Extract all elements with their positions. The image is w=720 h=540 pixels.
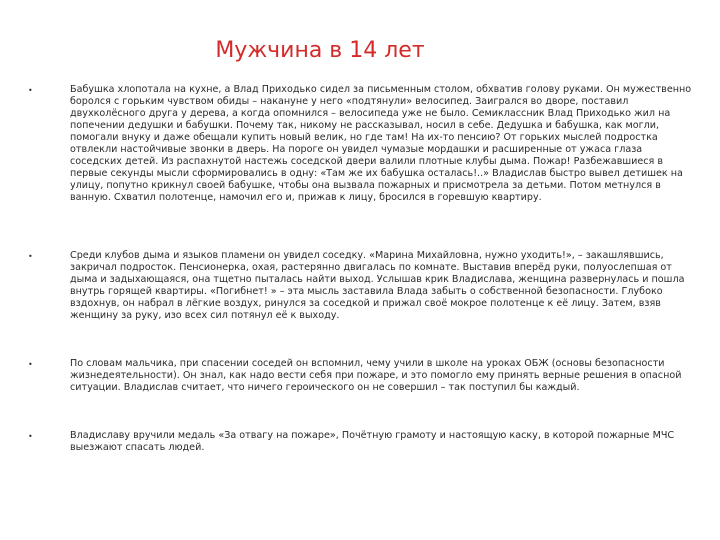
bullet-text: Владиславу вручили медаль «За отвагу на пожаре», Почётную грамоту и настоящую каску, в которой пожарные МЧС выезжают спасать людей. — [70, 430, 675, 453]
bullet-marker: • — [28, 432, 33, 441]
bullet-text: Среди клубов дыма и языков пламени он увидел соседку. «Марина Михайловна, нужно уходить!», – закашлявшись, закричал подросток. Пенсионерка, охая, растерянно двигалась по комнате. Выставив вперёд руки, полуослепшая от дыма и задыхающаяся, она тщетно пыталась найти выход. Услышав крик Владислава, женщина развернулась и пошла внутрь горящей квартиры. «Погибнет! » – эта мысль заставила Влада забыть о собственной безопасности. Глубоко вздохнув, он набрал в лёгкие воздух, ринулся за соседкой и прижал своё мокрое полотенце к её лицу. Затем, взяв женщину за руку, изо всех сил потянул её к выходу. — [70, 250, 685, 321]
bullet-item-4 — [28, 430, 696, 454]
slide-title: Мужчина в 14 лет — [215, 38, 425, 63]
bullet-text: По словам мальчика, при спасении соседей он вспомнил, чему учили в школе на уроках ОБЖ (основы безопасности жизнедеятельности). Он знал, как надо вести себя при пожаре, и это помогло ему принять верные решения в опасной ситуации. Владислав считает, что ничего героического он не совершил – так поступил бы каждый. — [70, 358, 682, 393]
bullet-marker: • — [28, 360, 33, 369]
bullet-text: Бабушка хлопотала на кухне, а Влад Приходько сидел за письменным столом, обхватив голову руками. Он мужественно боролся с горьким чувством обиды – накануне у него «подтянули» велосипед. Заигрался во дворе, поставил двухколёсного друга у дерева, а когда опомнился – велосипеда уже не было. Семиклассник Влад Приходько жил на попечении дедушки и бабушки. Почему так, никому не рассказывал, носил в себе. Дедушка и бабушка, как могли, помогали внуку и даже обещали купить новый велик, но где там! На их-то пенсию? От горьких мыслей подростка отвлекли настойчивые звонки в дверь. На пороге он увидел чумазые мордашки и расширенные от ужаса глаза соседских детей. Из распахнутой настежь соседской двери валили плотные клубы дыма. Пожар! Разбежавшиеся в первые секунды мысли сформировались в одну: «Там же их бабушка осталась!..» Владислав быстро вывел детишек на улицу, попутно крикнул своей бабушке, чтобы она вызвала пожарных и присмотрела за детьми. Потом метнулся в ванную. Схватил полотенце, намочил его и, прижав к лицу, бросился в горевшую квартиру. — [70, 84, 692, 203]
bullet-marker: • — [28, 252, 33, 261]
bullet-marker: • — [28, 86, 33, 95]
bullet-item-2 — [28, 250, 696, 322]
bullet-item-3 — [28, 358, 696, 394]
bullet-item-1 — [28, 84, 696, 204]
